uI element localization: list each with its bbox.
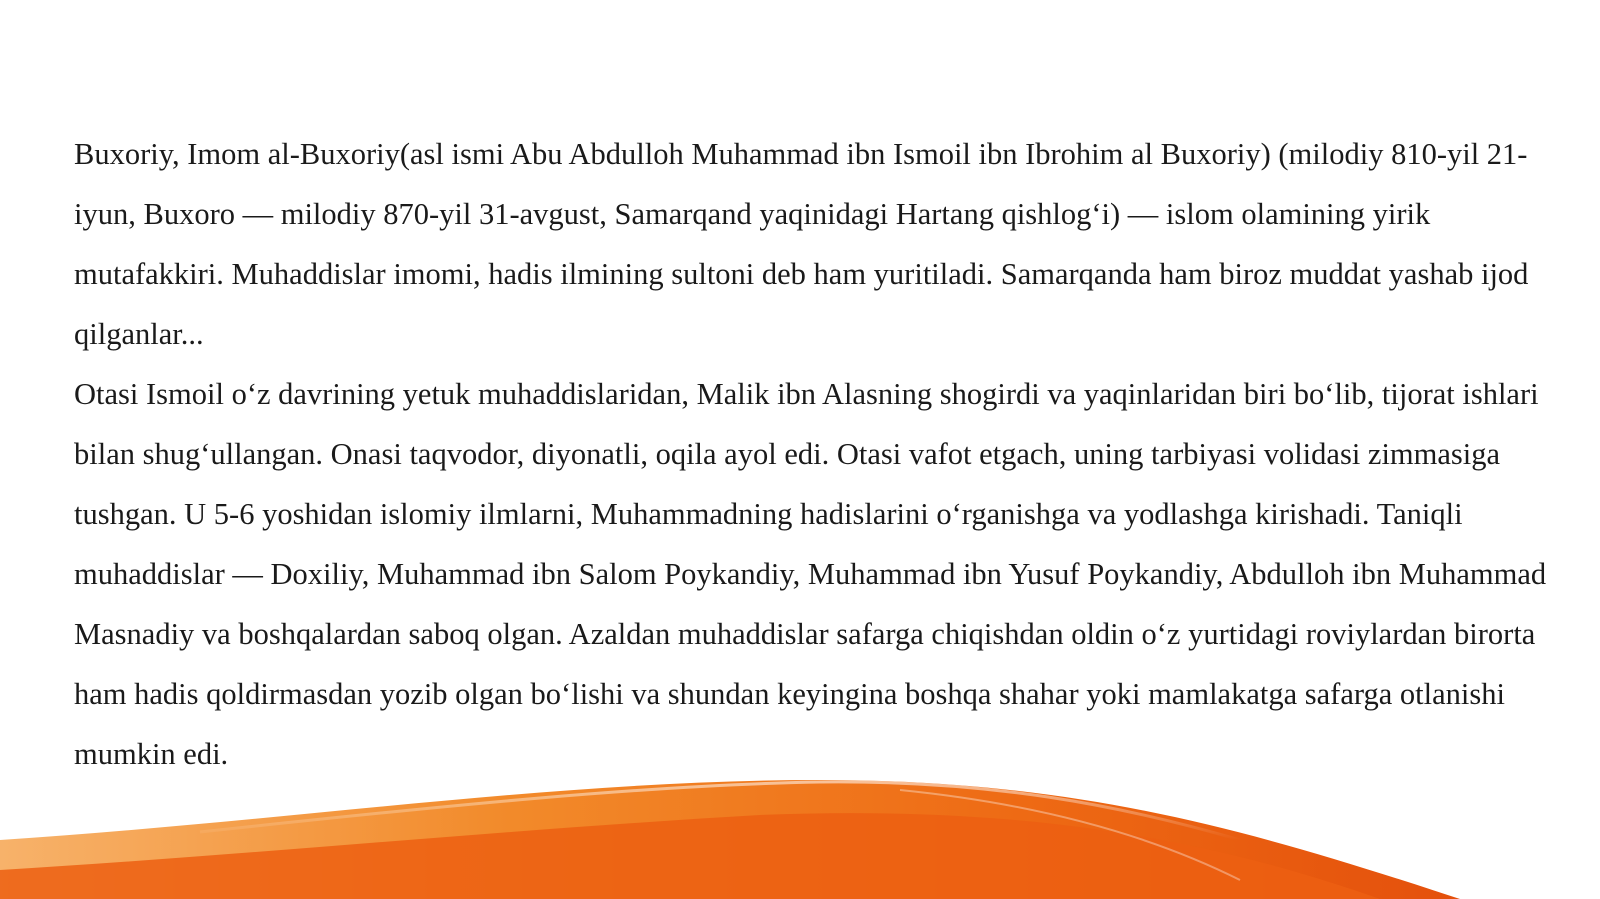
orange-wave-decoration	[0, 760, 1600, 899]
body-text	[74, 124, 1574, 784]
paragraph-2: Otasi Ismoil oʻz davrining yetuk muhaddislaridan, Malik ibn Alasning shogirdi va yaqinlaridan biri boʻlib, tijorat ishlari bilan shugʻullangan. Onasi taqvodor, diyonatli, oqila ayol edi. Otasi vafot etgach, uning tarbiyasi volidasi zimmasiga tushgan. U 5-6 yoshidan islomiy ilmlarni, Muhammadning hadislarini oʻrganishga va yodlashga kirishadi. Taniqli muhaddislar — Doxiliy, Muhammad ibn Salom Poykandiy, Muhammad ibn Yusuf Poykandiy, Abdulloh ibn Muhammad Masnadiy va boshqalardan saboq olgan. Azaldan muhaddislar safarga chiqishdan oldin oʻz yurtidagi roviylardan birorta ham hadis qoldirmasdan yozib olgan boʻlishi va shundan keyingina boshqa shahar yoki mamlakatga safarga otlanishi mumkin edi.	[74, 377, 1547, 771]
paragraph-1: Buxoriy, Imom al-Buxoriy(asl ismi Abu Abdulloh Muhammad ibn Ismoil ibn Ibrohim al Buxoriy) (milodiy 810-yil 21-iyun, Buxoro — milodiy 870-yil 31-avgust, Samarqand yaqinidagi Hartang qishlogʻi) — islom olamining yirik mutafakkiri. Muhaddislar imomi, hadis ilmining sultoni deb ham yuritiladi. Samarqanda ham biroz muddat yashab ijod qilganlar...	[74, 137, 1529, 351]
